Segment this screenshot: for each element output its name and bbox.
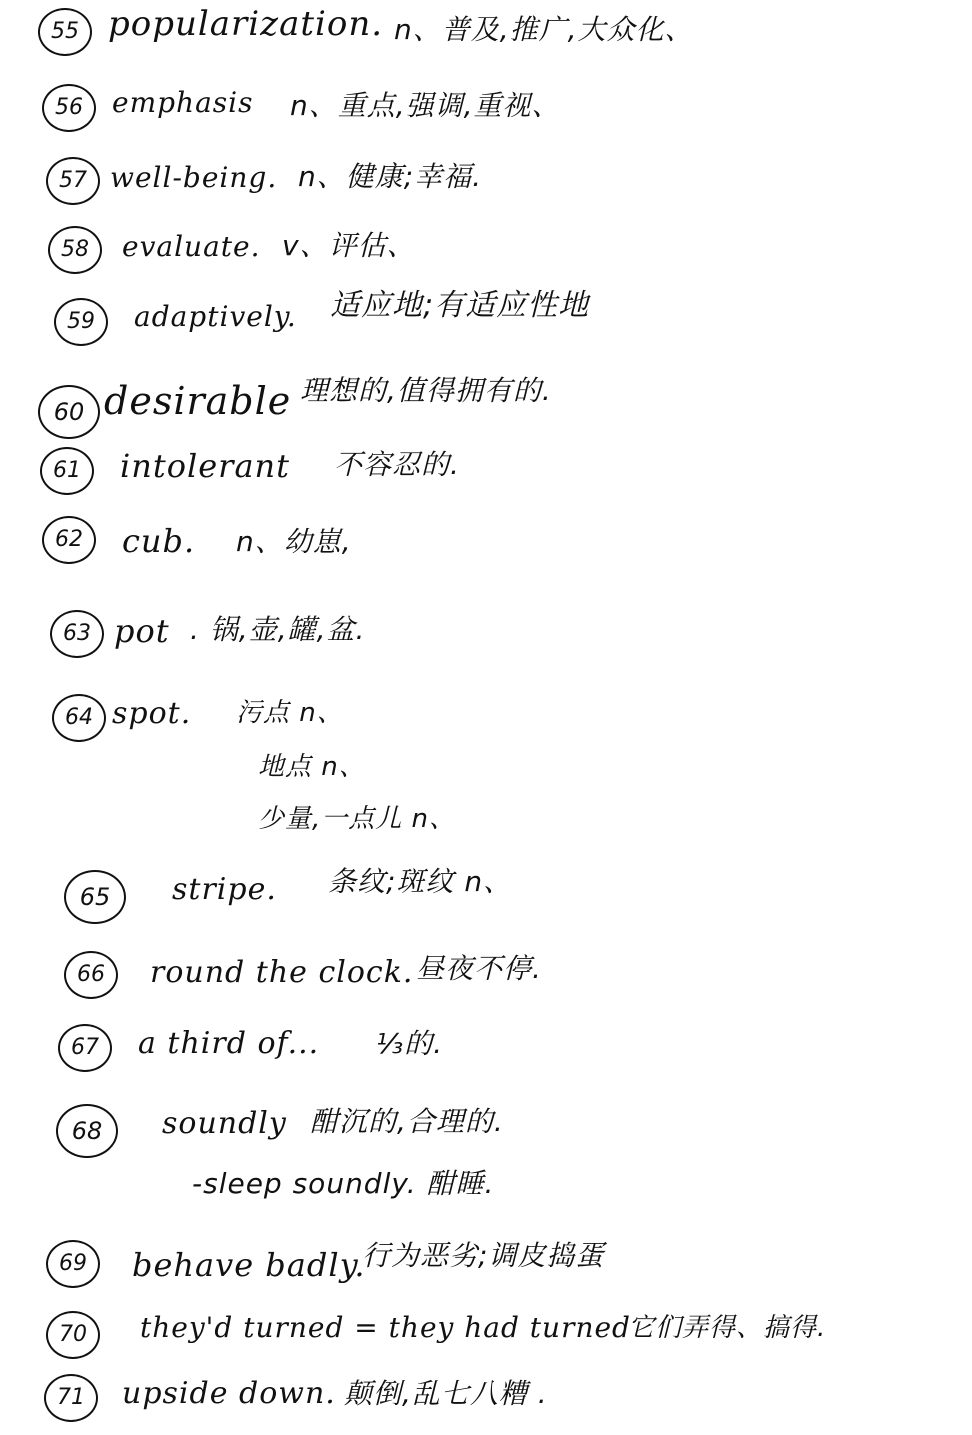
vocab-word: they'd turned = they had turned [140,1311,631,1344]
vocab-meaning: 不容忍的. [334,448,460,481]
entry-number: 70 [46,1311,100,1359]
vocab-meaning: 昼夜不停. [416,952,542,985]
vocab-word: spot. [112,696,192,731]
vocab-word: popularization. [108,4,384,44]
vocab-meaning-extra: 少量,一点儿 n、 [258,804,457,834]
vocab-word: intolerant [120,447,290,485]
vocab-word: desirable [104,379,292,423]
vocab-meaning: n、健康;幸福. [298,160,483,193]
vocab-meaning-extra: 地点 n、 [258,752,366,782]
vocab-word: emphasis [112,86,254,119]
entry-number: 65 [64,870,126,924]
entry-number: 58 [48,226,102,274]
vocab-meaning: 酣沉的,合理的. [310,1105,504,1138]
vocab-meaning: 条纹;斑纹 n、 [328,865,513,898]
vocab-word: well-being. [110,161,278,194]
entry-number: 69 [46,1240,100,1288]
entry-number: 62 [42,516,96,564]
entry-number: 57 [46,157,100,205]
entry-number: 56 [42,84,96,132]
vocab-meaning: n、幼崽, [236,525,352,558]
vocab-word: soundly [162,1106,287,1141]
entry-number: 71 [44,1374,98,1422]
vocab-meaning: . 锅,壶,罐,盆. [190,613,366,646]
vocab-word: stripe. [172,872,277,907]
vocab-meaning: n、重点,强调,重视、 [290,89,561,122]
vocab-word: upside down. [122,1376,336,1411]
entry-number: 66 [64,951,118,999]
vocab-meaning: 颠倒,乱七八糟 . [344,1377,548,1410]
vocab-word: a third of... [138,1026,320,1061]
entry-number: 68 [56,1104,118,1158]
vocab-word: cub. [122,522,196,560]
vocab-meaning: 它们弄得、搞得. [628,1313,827,1343]
vocab-word: round the clock. [150,955,414,990]
vocab-meaning: 行为恶劣;调皮捣蛋 [362,1239,605,1272]
vocab-meaning: 适应地;有适应性地 [330,288,590,323]
entry-number: 63 [50,610,104,658]
vocab-meaning: 理想的,值得拥有的. [300,374,552,407]
vocab-word: pot [114,612,170,650]
vocab-word: adaptively. [134,300,297,333]
vocab-word: evaluate. [122,230,261,263]
vocab-meaning: 污点 n、 [236,698,344,728]
entry-number: 60 [38,385,100,439]
entry-number: 59 [54,298,108,346]
vocab-word: behave badly. [132,1246,366,1284]
entry-number: 55 [38,8,92,56]
entry-number: 61 [40,447,94,495]
vocab-meaning: v、评估、 [282,229,416,262]
vocab-meaning: ⅓的. [376,1027,444,1060]
vocab-meaning: n、普及,推广,大众化、 [394,13,694,46]
vocab-meaning-extra: -sleep soundly. 酣睡. [192,1167,495,1200]
entry-number: 67 [58,1024,112,1072]
entry-number: 64 [52,694,106,742]
